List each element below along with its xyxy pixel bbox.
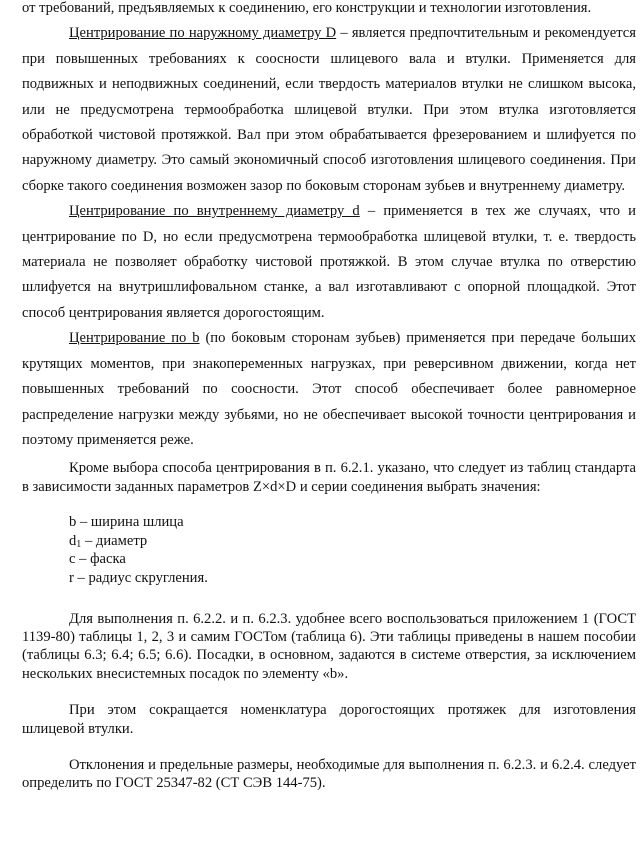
paragraph-deviations: Отклонения и предельные размеры, необходимые для выполнения п. 6.2.3. и 6.2.4. следует определить по ГОСТ 25347-82 (СТ СЭВ 144-75).	[22, 756, 636, 792]
paragraph-parameter-selection: Кроме выбора способа центрирования в п. 6.2.1. указано, что следует из таблиц стандарта в зависимости заданных параметров Z×d×D и серии соединения выбрать значения:	[22, 460, 636, 495]
list-item: r – радиус скругления.	[69, 569, 208, 586]
heading-outer-diameter: Центрирование по наружному диаметру D	[69, 25, 337, 42]
heading-inner-diameter: Центрирование по внутреннему диаметру d	[69, 203, 360, 220]
text-side-centering: (по боковым сторонам зубьев) применяется при передаче больших крутящих моментов, при знакопеременных нагрузках, при реверсивном движении, когда нет повышенных требований по соосности. Этот способ обеспечивает более равномерное распределение нагрузки между зубьями, но не обеспечивает высокой точности центрирования и поэтому применяется реже.	[22, 330, 636, 448]
paragraph-intro-continuation: от требований, предъявляемых к соединению, его конструкции и технологии изготовления.	[22, 0, 592, 16]
paragraph-inner-diameter-centering	[22, 199, 636, 326]
paragraph-side-centering	[22, 326, 636, 453]
list-item: $d_1$ – диаметр	[69, 532, 148, 550]
paragraph-broach-reduction: При этом сокращается номенклатура дорогостоящих протяжек для изготовления шлицевой втулки.	[22, 702, 636, 737]
parameter-list	[22, 513, 636, 587]
paragraph-outer-diameter-centering	[22, 21, 636, 199]
document-page	[22, 0, 636, 793]
list-item: c – фаска	[69, 551, 126, 568]
list-item: b – ширина шлица	[69, 514, 184, 531]
text-inner-diameter: – применяется в тех же случаях, что и центрирование по D, но если предусмотрена термообработка шлицевой втулки, т. е. твердость материала не позволяет обработку чистовой протяжкой. В этом случае втулка по отверстию шлифуется на внутришлифовальном станке, а вал изготавливают с опорной площадкой. Этот способ центрирования является дорогостоящим.	[22, 203, 636, 321]
paragraph-gost-tables: Для выполнения п. 6.2.2. и п. 6.2.3. удобнее всего воспользоваться приложением 1 (ГОСТ 1139-80) таблицы 1, 2, 3 и самим ГОСТом (таблица 6). Эти таблицы приведены в нашем пособии (таблицы 6.3; 6.4; 6.5; 6.6). Посадки, в основном, задаются в системе отверстия, за исключением нескольких внесистемных посадок по элементу «b».	[22, 610, 636, 682]
text-outer-diameter: – является предпочтительным и рекомендуется при повышенных требованиях к соосности шлицевого вала и втулки. Применяется для подвижных и неподвижных соединений, если твердость материалов втулки не слишком высока, или не предусмотрена термообработка шлицевой втулки. При этом втулка изготовляется обработкой чистовой протяжкой. Вал при этом обрабатывается фрезерованием и шлифуется по наружному диаметру. Это самый экономичный способ изготовления шлицевого соединения. При сборке такого соединения возможен зазор по боковым сторонам зубьев и внутреннему диаметру.	[22, 25, 636, 194]
heading-side-centering: Центрирование по b	[69, 330, 200, 347]
